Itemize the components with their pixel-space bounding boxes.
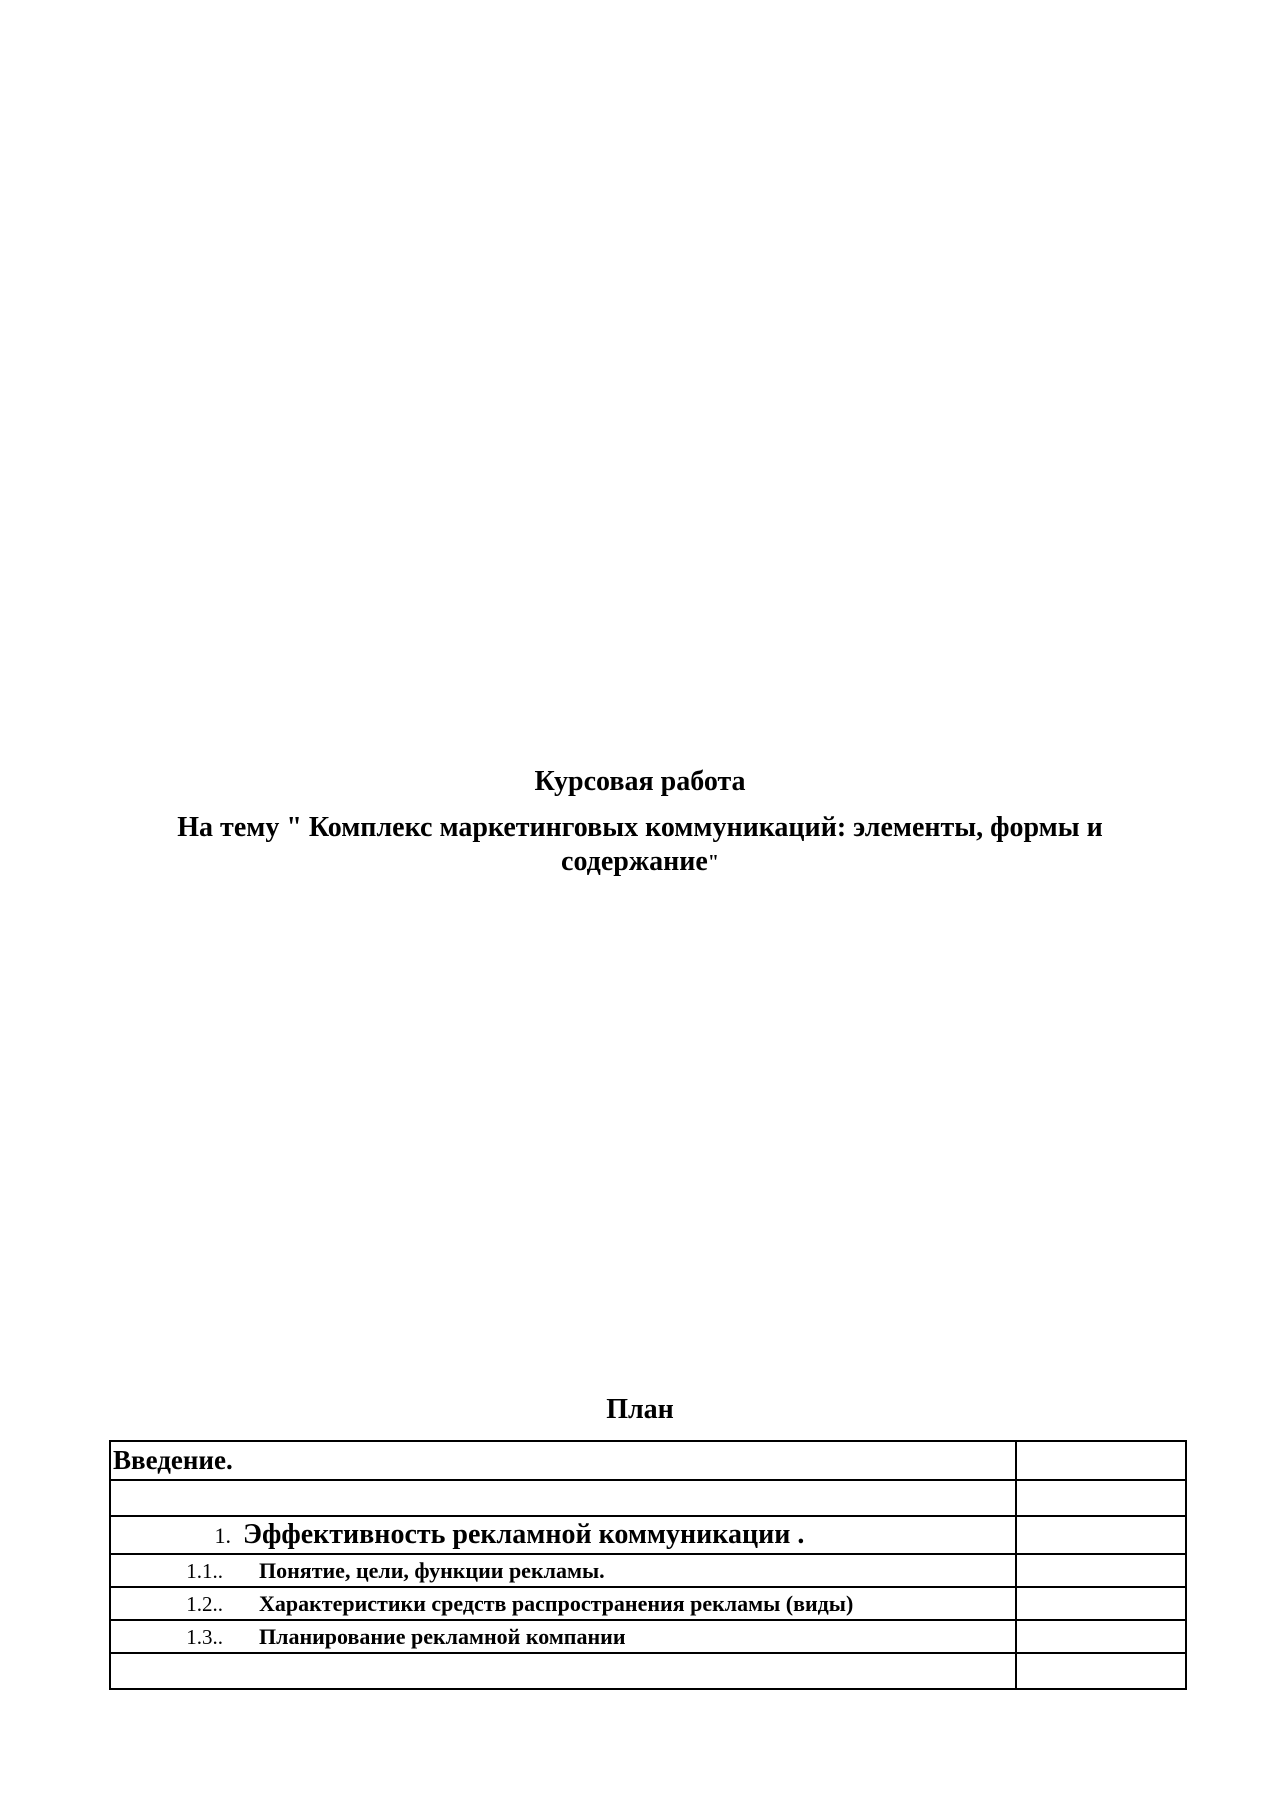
table-row-chapter [110,1516,1186,1554]
table-cell [110,1620,1016,1653]
page-number-cell [1016,1554,1186,1587]
section-label: Характеристики средств распространения рекламы (виды) [259,1590,854,1616]
page-number-cell [1016,1653,1186,1689]
title-block [120,765,1160,879]
table-row-section [110,1620,1186,1653]
table-row-empty [110,1480,1186,1516]
intro-label: Введение. [113,1445,233,1475]
table-cell [110,1441,1016,1480]
table-cell [110,1653,1016,1689]
section-label: Планирование рекламной компании [259,1623,626,1649]
section-number: 1.1.. [186,1558,223,1583]
document-topic-close-quote: " [707,851,719,873]
plan-title: План [606,1394,674,1425]
table-cell [110,1587,1016,1620]
table-cell [110,1480,1016,1516]
page-number-cell [1016,1480,1186,1516]
page-number-cell [1016,1516,1186,1554]
document-type: Курсовая работа [534,766,746,797]
chapter-label: Эффективность рекламной коммуникации . [243,1519,805,1550]
document-topic [120,811,1160,879]
table-cell [110,1516,1016,1554]
chapter-number: 1. [214,1523,231,1548]
table-cell [110,1554,1016,1587]
table-row-intro [110,1441,1186,1480]
table-row-section [110,1554,1186,1587]
page-number-cell [1016,1620,1186,1653]
table-row-empty [110,1653,1186,1689]
page-number-cell [1016,1441,1186,1480]
page-number-cell [1016,1587,1186,1620]
document-topic-text: На тему " Комплекс маркетинговых коммуникаций: элементы, формы и содержание [177,812,1103,877]
table-row-section [110,1587,1186,1620]
section-number: 1.3.. [186,1624,223,1649]
plan-table [109,1440,1187,1690]
section-number: 1.2.. [186,1591,223,1616]
section-label: Понятие, цели, функции рекламы. [259,1557,605,1583]
